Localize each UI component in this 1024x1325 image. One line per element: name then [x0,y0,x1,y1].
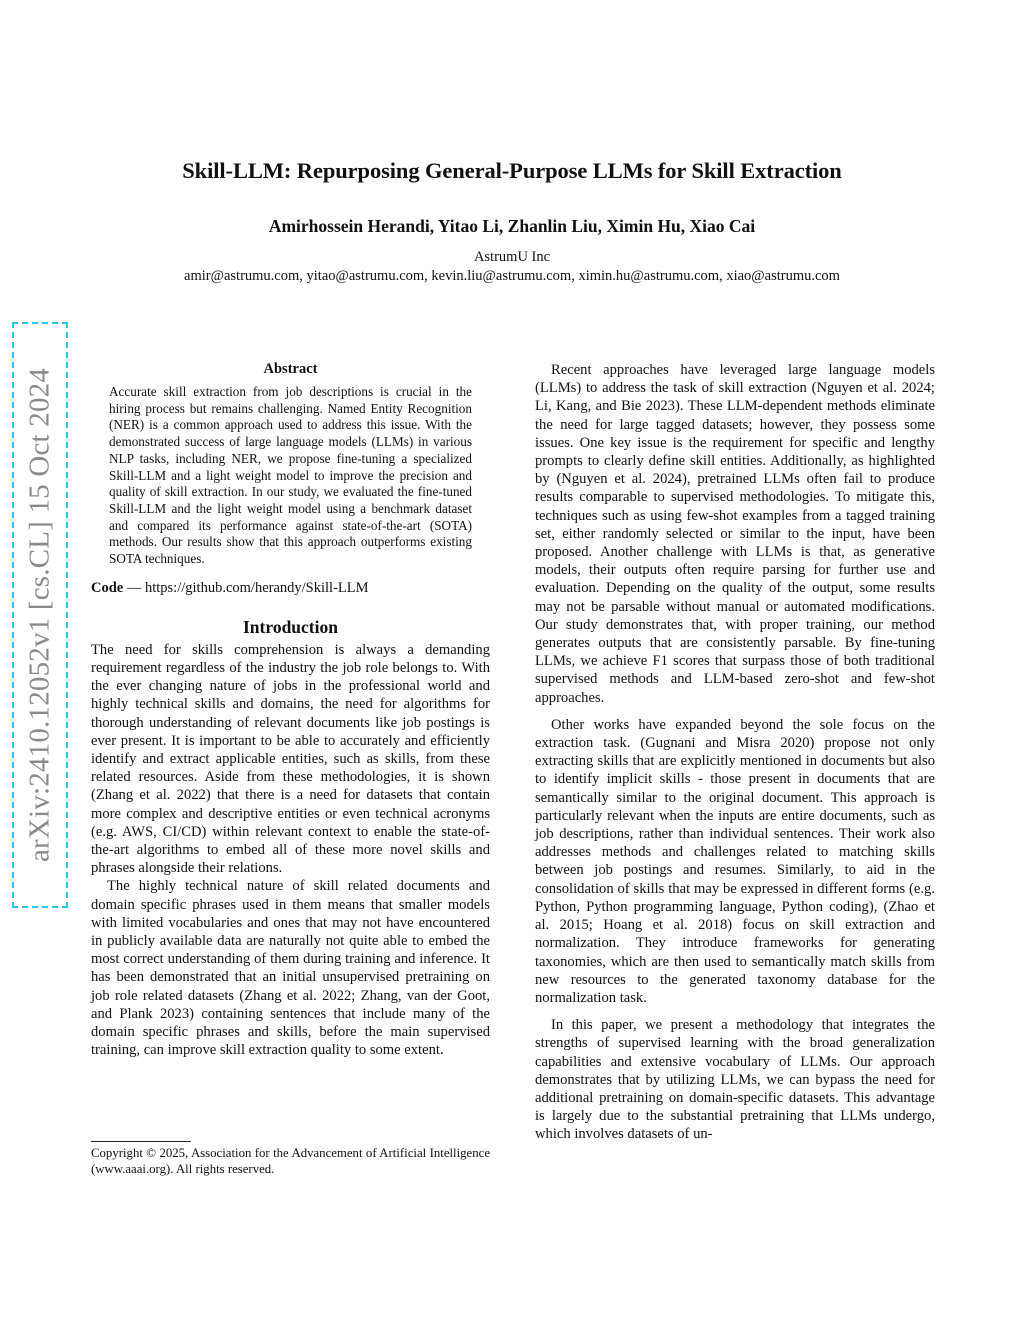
footnote-divider [91,1141,191,1142]
left-column [91,361,490,1059]
abstract-text: Accurate skill extraction from job descriptions is crucial in the hiring process but remains challenging. Named Entity Recognition (NER) is a common approach used to address this issue. With the demonstrated success of large language models (LLMs) in various NLP tasks, including NER, we propose fine-tuning a specialized Skill-LLM and a light weight model to improve the precision and quality of skill extraction. In our study, we evaluated the fine-tuned Skill-LLM and the light weight model using a benchmark dataset and compared its performance against state-of-the-art (SOTA) methods. Our results show that this approach outperforms existing SOTA techniques. [109,384,472,567]
copyright-footnote: Copyright © 2025, Association for the Advancement of Artificial Intelligence (www.aaai.org). All rights reserved. [91,1146,490,1176]
right-paragraph-3: In this paper, we present a methodology that integrates the strengths of supervised learning with the broad generalization capabilities and extensive vocabulary of LLMs. Our approach demonstrates that by utilizing LLMs, we can bypass the need for additional pretraining on domain-specific datasets. This advantage is largely due to the substantial pretraining that LLMs undergo, which involves datasets of un- [535,1017,935,1143]
paper-title: Skill-LLM: Repurposing General-Purpose LLMs for Skill Extraction [182,158,842,183]
right-paragraph-1: Recent approaches have leveraged large language models (LLMs) to address the task of skill extraction (Nguyen et al. 2024; Li, Kang, and Bie 2023). These LLM-dependent methods eliminate the need for large tagged datasets; however, they possess some issues. One key issue is the requirement for specific and lengthy prompts to clearly define skill entities. Additionally, as highlighted by (Nguyen et al. 2024), pretrained LLMs often fail to produce results comparable to supervised methodologies. To mitigate this, techniques such as using few-shot examples from a tagged training set, either randomly selected or similar to the input, have been proposed. Another challenge with LLMs is that, as generative models, their outputs often require parsing for further use and evaluation. Depending on the quality of the output, some results may not be parsable without manual or automated modifications. Our study demonstrates that, with proper training, our method generates outputs that are consistently parsable. By fine-tuning LLMs, we achieve F1 scores that surpass those of both traditional supervised methods and LLM-based zero-shot and few-shot approaches. [535,362,935,706]
intro-paragraph-1: The need for skills comprehension is always a demanding requirement regardless of the industry the job role belongs to. With the ever changing nature of jobs in the professional world and highly technical skills and domains, the need for algorithms for thorough understanding of relevant documents like job postings is ever present. It is important to be able to accurately and efficiently identify and extract applicable entities, such as skills, from these related resources. Aside from these methodologies, it is shown (Zhang et al. 2022) that there is a need for datasets that contain more complex and descriptive entities or even technical acronyms (e.g. AWS, CI/CD) within relevant context to enable the state-of-the-art algorithms to embed all of these more novel skills and phrases alongside their relations. [91,641,490,877]
author-emails: amir@astrumu.com, yitao@astrumu.com, kevin.liu@astrumu.com, ximin.hu@astrumu.com, xiao@astrumu.com [184,268,840,284]
abstract-heading: Abstract [263,361,318,377]
code-separator: — [123,579,145,596]
arxiv-identifier[interactable]: arXiv:2410.12052v1 [cs.CL] 15 Oct 2024 [23,367,56,863]
code-link-line [91,580,490,597]
intro-paragraph-2: The highly technical nature of skill related documents and domain specific phrases used in them means that smaller models with limited vocabularies and ones that may not have encountered in publicly available data are naturally not quite able to embed the most correct understanding of them during training and inference. It has been demonstrated that an initial unsupervised pretraining on job role related datasets (Zhang et al. 2022; Zhang, van der Goot, and Plank 2023) containing sentences that include many of the domain specific phrases and skills, before the main supervised training, can improve skill extraction quality to some extent. [91,878,490,1059]
author-list: Amirhossein Herandi, Yitao Li, Zhanlin Liu, Ximin Hu, Xiao Cai [268,216,756,236]
affiliation: AstrumU Inc [473,249,551,265]
introduction-heading: Introduction [243,616,338,637]
arxiv-stamp [12,322,68,908]
right-column [535,361,935,1144]
code-url-link[interactable]: https://github.com/herandy/Skill-LLM [144,579,369,596]
code-label: Code [91,579,124,596]
right-paragraph-2: Other works have expanded beyond the sole focus on the extraction task. (Gugnani and Misra 2020) propose not only extracting skills that are explicitly mentioned in documents but also to identify implicit skills - those present in documents that are semantically similar to the original document. This approach is particularly relevant when the inputs are entire documents, such as job descriptions, rather than individual sentences. Their work also addresses methods and challenges related to matching skills between job postings and resumes. Similarly, to aid in the consolidation of skills that may be expressed in different forms (e.g. Python, Python programming language, Python coding), (Zhao et al. 2015; Hoang et al. 2018) focus on skill extraction and normalization. They introduce frameworks for generating taxonomies, which are then used to semantically match skills from new resources to the generated taxonomy database for the normalization task. [535,716,935,1006]
